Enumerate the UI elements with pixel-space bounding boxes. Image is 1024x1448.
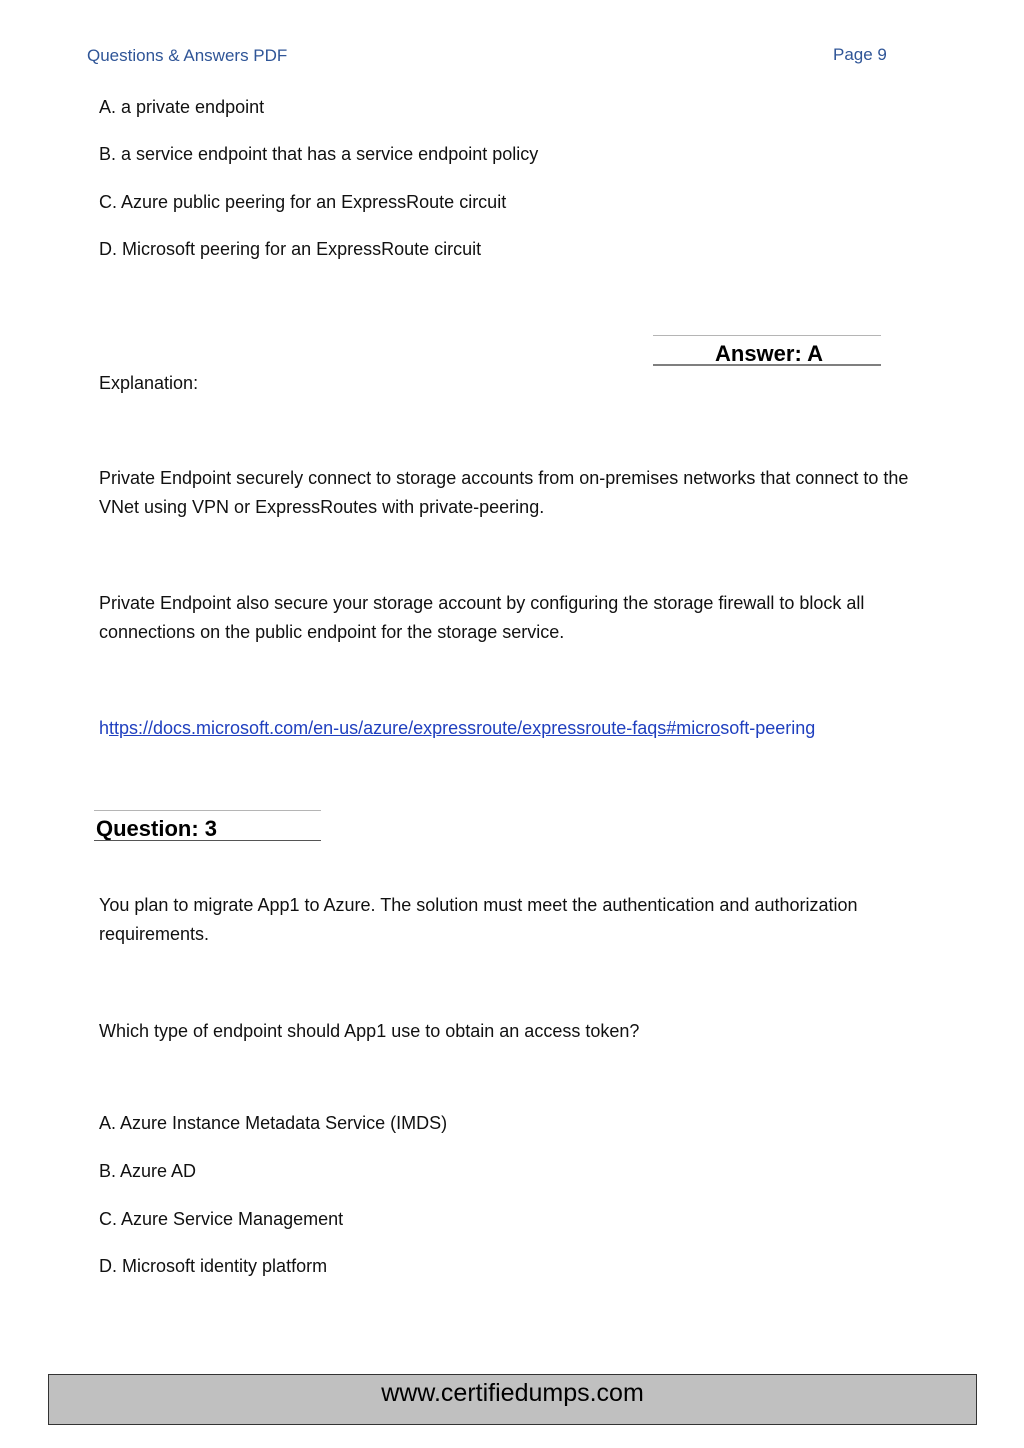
- explanation-paragraph: Private Endpoint securely connect to storage accounts from on-premises networks that connect to the VNet using VPN or ExpressRoutes with private-peering.: [99, 468, 909, 517]
- option-b: B. a service endpoint that has a service endpoint policy: [99, 144, 539, 164]
- option-c: C. Azure Service Management: [99, 1209, 344, 1229]
- option-c: C. Azure public peering for an ExpressRoute circuit: [99, 192, 507, 212]
- reference-link[interactable]: [99, 714, 815, 742]
- question-bottom-rule: [94, 840, 321, 841]
- option-d: D. Microsoft peering for an ExpressRoute circuit: [99, 239, 482, 259]
- option-b: B. Azure AD: [99, 1161, 197, 1181]
- answer-label: Answer: A: [715, 341, 823, 366]
- link-prefix[interactable]: h: [99, 718, 110, 738]
- answer-bottom-rule: [653, 364, 881, 366]
- header-title: Questions & Answers PDF: [87, 46, 288, 65]
- question-top-rule: [94, 810, 321, 811]
- explanation-label: Explanation:: [99, 373, 199, 393]
- footer-bar: [48, 1374, 977, 1425]
- answer-top-rule: [653, 335, 881, 336]
- question-prompt: Which type of endpoint should App1 use to obtain an access token?: [99, 1021, 640, 1041]
- option-a: A. a private endpoint: [99, 97, 265, 117]
- link-underlined[interactable]: ttps://docs.microsoft.com/en-us/azure/expressroute/expressroute-faqs#micro: [109, 718, 721, 738]
- option-d: D. Microsoft identity platform: [99, 1256, 328, 1276]
- question-paragraph: You plan to migrate App1 to Azure. The solution must meet the authentication and authorization requirements.: [99, 895, 858, 944]
- page-number: Page 9: [833, 45, 887, 64]
- link-suffix[interactable]: soft-peering: [720, 718, 816, 738]
- footer-website[interactable]: www.certifiedumps.com: [381, 1379, 644, 1407]
- question-title: Question: 3: [96, 816, 218, 841]
- explanation-paragraph: Private Endpoint also secure your storage account by configuring the storage firewall to block all connections on the public endpoint for the storage service.: [99, 593, 865, 642]
- option-a: A. Azure Instance Metadata Service (IMDS): [99, 1113, 448, 1133]
